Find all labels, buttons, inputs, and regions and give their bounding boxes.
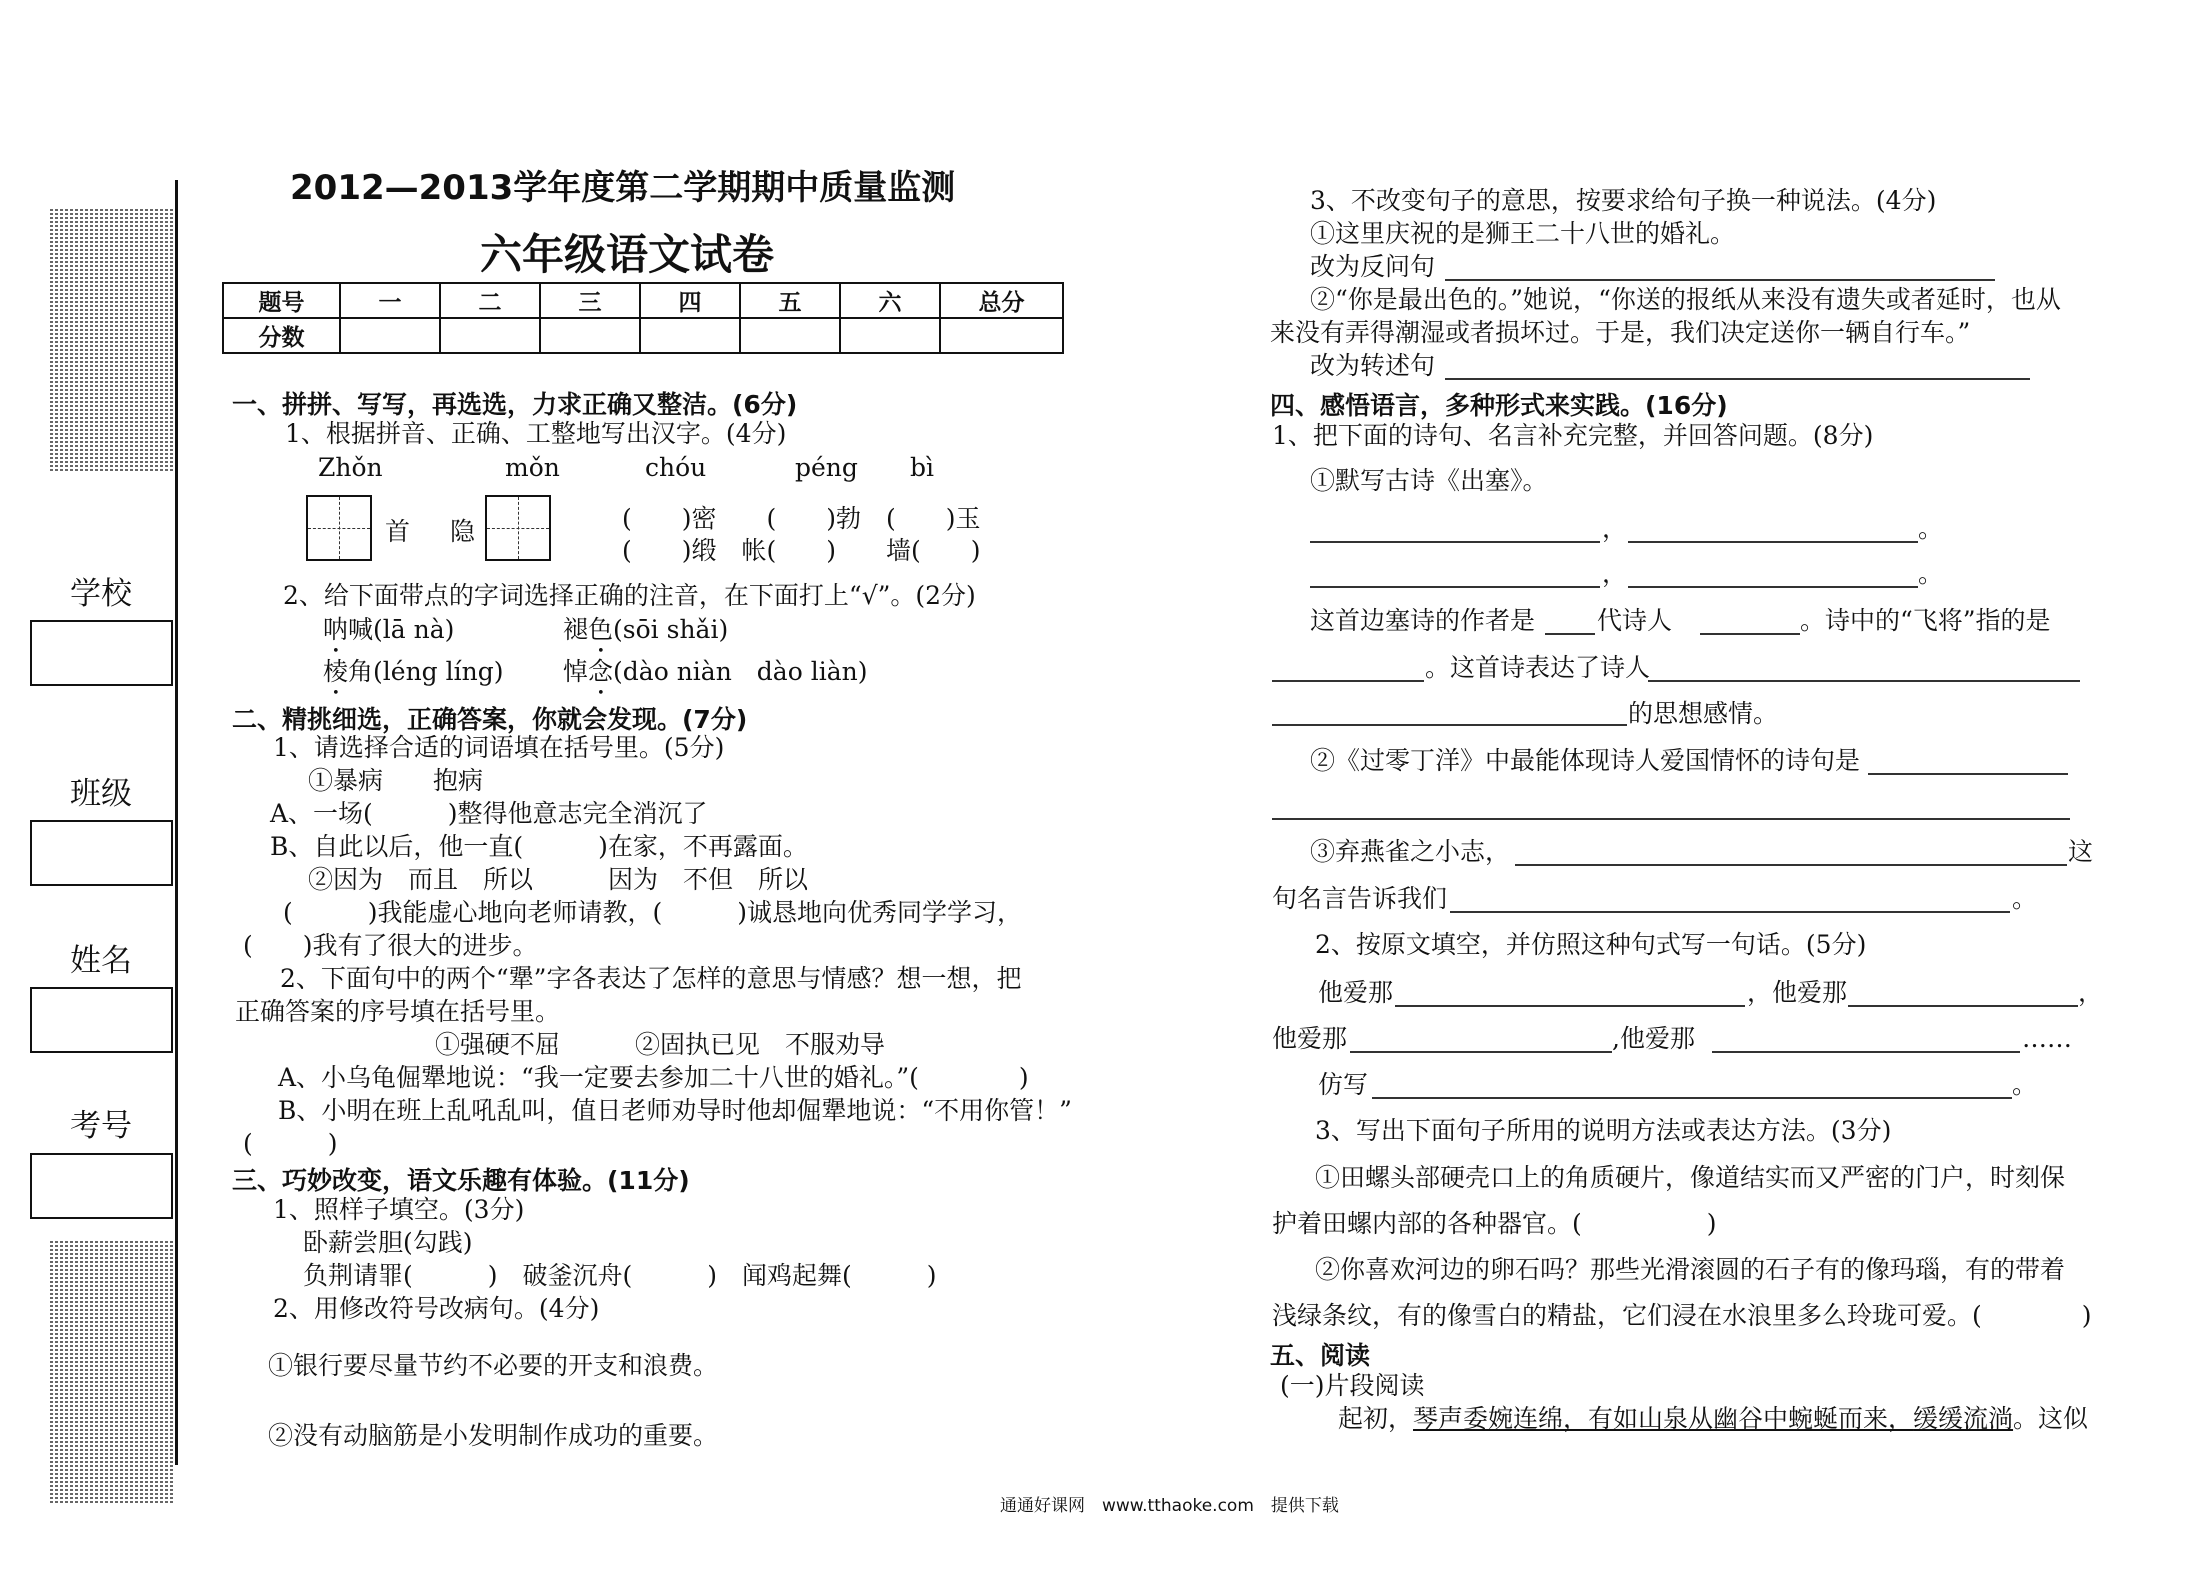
dotted-char: 念 <box>588 657 614 686</box>
r-sentence-a: ①这里庆祝的是狮王二十八世的婚礼。 <box>1310 219 1736 248</box>
s1-question-2: 2、给下面带点的字词选择正确的注音，在下面打上“√”。(2分) <box>283 581 976 610</box>
pronunciation-item <box>323 656 503 701</box>
answer-line[interactable] <box>1445 279 1995 281</box>
s4-q3a-line2: 护着田螺内部的各种器官。( ) <box>1272 1209 1717 1238</box>
word-char: 角 <box>348 657 374 686</box>
s1-question-1: 1、根据拼音、正确、工整地写出汉字。(4分) <box>285 419 787 448</box>
s4-poem-label: ①默写古诗《出塞》。 <box>1310 466 1548 495</box>
s4-tell-text: 句名言告诉我们 <box>1272 884 1448 913</box>
passage-text: 起初， <box>1338 1404 1414 1433</box>
answer-line[interactable] <box>1372 1097 2012 1099</box>
s2-question-2-line2: 正确答案的序号填在括号里。 <box>235 997 561 1026</box>
pinyin: bì <box>910 453 934 482</box>
answer-line[interactable] <box>1395 1005 1745 1007</box>
score-row <box>223 318 1063 353</box>
s4-q3a-line1: ①田螺头部硬壳口上的角质硬片，像道结实而又严密的门户，时刻保 <box>1315 1163 2066 1192</box>
underlined-phrase: 缓缓流淌 <box>1913 1404 2014 1433</box>
pinyin-options: (dào niàn dào liàn) <box>613 657 868 686</box>
s4-question-2: 2、按原文填空，并仿照这种句式写一句话。(5分) <box>1315 930 1867 959</box>
class-field[interactable] <box>30 820 173 886</box>
s5-passage <box>1338 1403 2088 1435</box>
comma: ， <box>2078 978 2104 1007</box>
s2-item-b: B、自此以后，他一直( )在家，不再露面。 <box>270 832 808 861</box>
s2-question-b-line1: B、小明在班上乱吼乱叫，值日老师劝导时他却倔犟地说：“不用你管！” <box>278 1096 1072 1125</box>
period: 。 <box>1918 559 1944 588</box>
header-cell: 总分 <box>940 283 1063 318</box>
binding-line <box>175 180 178 1465</box>
section-1-title: 一、拼拼、写写，再选选，力求正确又整洁。(6分) <box>232 390 798 419</box>
s4-author-text-2: 代诗人 <box>1597 606 1673 635</box>
comma: ， <box>1602 559 1628 588</box>
word-char: 喊 <box>348 615 374 644</box>
pinyin: péng <box>795 453 858 482</box>
exam-title: 2012—2013学年度第二学期期中质量监测 <box>290 168 956 208</box>
score-cell[interactable] <box>940 318 1063 353</box>
s2-options-2: ②因为 而且 所以 因为 不但 所以 <box>308 865 809 894</box>
s2-question-1: 1、请选择合适的词语填在括号里。(5分) <box>273 733 725 762</box>
s4-author-text-1: 这首边塞诗的作者是 <box>1310 606 1536 635</box>
exam-subtitle: 六年级语文试卷 <box>480 230 775 279</box>
s4-q3b-line2: 浅绿条纹，有的像雪白的精盐，它们浸在水浪里多么玲珑可爱。( ) <box>1272 1301 2092 1330</box>
fill-blanks-row-1: ( )密 ( )勃 ( )玉 <box>622 504 981 533</box>
section-3-title: 三、巧妙改变，语文乐趣有体验。(11分) <box>232 1166 690 1195</box>
answer-line[interactable] <box>1350 1051 1612 1053</box>
s4-feeling-text-2: 的思想感情。 <box>1628 699 1779 728</box>
name-field[interactable] <box>30 987 173 1053</box>
word-char: 褪 <box>563 615 589 644</box>
answer-line[interactable] <box>1545 633 1595 635</box>
s4-imitate-label: 仿写 <box>1318 1070 1369 1099</box>
s4-he-text-3: 他爱那 <box>1272 1024 1348 1053</box>
s4-he-text-4: ,他爱那 <box>1612 1024 1695 1053</box>
school-label: 学校 <box>70 576 132 612</box>
poem-line[interactable] <box>1628 541 1918 543</box>
pronunciation-item <box>323 614 454 659</box>
pronunciation-item <box>563 656 867 701</box>
answer-line[interactable] <box>1445 378 2030 380</box>
header-cell: 五 <box>740 283 840 318</box>
s2-question-2-line1: 2、下面句中的两个“犟”字各表达了怎样的意思与情感？想一想，把 <box>280 964 1022 993</box>
dotted-char: 色 <box>588 615 614 644</box>
r-indirect-label: 改为转述句 <box>1310 351 1436 380</box>
section-5-title: 五、阅读 <box>1270 1341 1371 1370</box>
answer-line[interactable] <box>1272 724 1627 726</box>
poem-line[interactable] <box>1310 541 1600 543</box>
answer-line[interactable] <box>1450 911 2010 913</box>
passage-text: 。这似 <box>2013 1404 2089 1433</box>
period: 。 <box>2012 884 2038 913</box>
poem-line[interactable] <box>1628 586 1918 588</box>
s2-question-a: A、小乌龟倔犟地说：“我一定要去参加二十八世的婚礼。”( ) <box>278 1063 1029 1092</box>
footer-source: 通通好课网 www.tthaoke.com 提供下载 <box>1000 1496 1339 1516</box>
s2-item-c-line1: ( )我能虚心地向老师请教，( )诚恳地向优秀同学学习， <box>283 898 1023 927</box>
grid-char: 首 <box>385 517 411 546</box>
s3-question-2: 2、用修改符号改病句。(4分) <box>273 1294 600 1323</box>
period: 。 <box>2012 1070 2038 1099</box>
answer-line[interactable] <box>1272 818 2070 820</box>
r-rhetorical-label: 改为反问句 <box>1310 252 1436 281</box>
s2-options-3: ①强硬不屈 ②固执已见 不服劝导 <box>435 1030 886 1059</box>
score-header-row <box>223 283 1063 318</box>
pinyin-options: (lā nà) <box>373 615 455 644</box>
score-cell[interactable] <box>340 318 440 353</box>
s4-question-1: 1、把下面的诗句、名言补充完整，并回答问题。(8分) <box>1272 421 1874 450</box>
section-4-title: 四、感悟语言，多种形式来实践。(16分) <box>1270 391 1728 420</box>
score-table <box>222 282 1064 354</box>
ellipsis: …… <box>2022 1024 2072 1053</box>
header-cell: 六 <box>840 283 940 318</box>
period: 。 <box>1918 514 1944 543</box>
answer-line[interactable] <box>1648 680 2080 682</box>
s4-dingyang-text: ②《过零丁洋》中最能体现诗人爱国情怀的诗句是 <box>1310 746 1861 775</box>
header-cell: 四 <box>640 283 740 318</box>
s4-question-3: 3、写出下面句子所用的说明方法或表达方法。(3分) <box>1315 1116 1892 1145</box>
name-label: 姓名 <box>70 943 132 979</box>
s2-item-a: A、一场( )整得他意志完全消沉了 <box>270 799 708 828</box>
answer-line[interactable] <box>1700 633 1800 635</box>
r-sentence-b-line2: 来没有弄得潮湿或者损坏过。于是，我们决定送你一辆自行车。” <box>1270 318 1971 347</box>
section-2-title: 二、精挑细选，正确答案，你就会发现。(7分) <box>232 705 748 734</box>
s3-question-1: 1、照样子填空。(3分) <box>273 1195 525 1224</box>
answer-line[interactable] <box>1515 864 2067 866</box>
s2-options-1: ①暴病 抱病 <box>308 766 484 795</box>
word-char: 悼 <box>563 657 589 686</box>
binding-pattern-top <box>48 208 173 473</box>
binding-pattern-bottom <box>48 1240 173 1505</box>
answer-line[interactable] <box>1272 680 1424 682</box>
writing-grid[interactable] <box>485 495 551 561</box>
answer-line[interactable] <box>1712 1051 2020 1053</box>
r-question-3: 3、不改变句子的意思，按要求给句子换一种说法。(4分) <box>1310 186 1937 215</box>
exam-no-label: 考号 <box>70 1108 132 1144</box>
score-cell[interactable] <box>840 318 940 353</box>
s4-he-text-2: ，他爱那 <box>1747 978 1848 1007</box>
underlined-phrase: 琴声委婉连绵，有如山泉从幽谷中蜿蜒而来， <box>1413 1404 1914 1433</box>
s3-sentence-1: ①银行要尽量节约不必要的开支和浪费。 <box>268 1351 719 1380</box>
s3-example: 卧薪尝胆(勾践) <box>303 1228 473 1257</box>
dotted-char: 呐 <box>323 615 349 644</box>
s4-q3b-line1: ②你喜欢河边的卵石吗？那些光滑滚圆的石子有的像玛瑙，有的带着 <box>1315 1255 2066 1284</box>
score-row-label: 分数 <box>223 318 340 353</box>
class-label: 班级 <box>70 776 132 812</box>
s3-sentence-2: ②没有动脑筋是小发明制作成功的重要。 <box>268 1421 719 1450</box>
answer-line[interactable] <box>1868 773 2068 775</box>
school-field[interactable] <box>30 620 173 686</box>
s4-he-text-1: 他爱那 <box>1318 978 1394 1007</box>
answer-line[interactable] <box>1848 1005 2078 1007</box>
s2-item-c-line2: ( )我有了很大的进步。 <box>243 931 538 960</box>
s5-subtitle: (一)片段阅读 <box>1280 1371 1425 1400</box>
fill-blanks-row-2: ( )缎 帐( ) 墙( ) <box>622 536 981 565</box>
s4-swallow-text: ③弃燕雀之小志， <box>1310 837 1511 866</box>
pinyin: Zhǒn <box>318 453 383 482</box>
header-cell: 二 <box>440 283 540 318</box>
score-cell[interactable] <box>740 318 840 353</box>
pinyin-options: (léng líng) <box>373 657 504 686</box>
s4-author-text-3: 。诗中的“飞将”指的是 <box>1800 606 2051 635</box>
header-cell: 一 <box>340 283 440 318</box>
exam-no-field[interactable] <box>30 1153 173 1219</box>
s4-zhe: 这 <box>2068 837 2094 866</box>
s4-feeling-text-1: 。这首诗表达了诗人 <box>1425 653 1651 682</box>
score-cell[interactable] <box>640 318 740 353</box>
grid-char: 隐 <box>450 517 476 546</box>
header-cell: 题号 <box>223 283 340 318</box>
score-cell[interactable] <box>540 318 640 353</box>
s2-question-b-line2: ( ) <box>243 1129 338 1158</box>
comma: ， <box>1602 514 1628 543</box>
pinyin: chóu <box>645 453 707 482</box>
header-cell: 三 <box>540 283 640 318</box>
score-cell[interactable] <box>440 318 540 353</box>
pronunciation-item <box>563 614 728 659</box>
pinyin-options: (sōi shǎi) <box>613 615 729 644</box>
pinyin: mǒn <box>505 453 560 482</box>
writing-grid[interactable] <box>306 495 372 561</box>
dotted-char: 棱 <box>323 657 349 686</box>
s3-fill-idioms: 负荆请罪( ) 破釜沉舟( ) 闻鸡起舞( ) <box>303 1261 937 1290</box>
r-sentence-b-line1: ②“你是最出色的。”她说，“你送的报纸从来没有遗失或者延时，也从 <box>1310 285 2061 314</box>
poem-line[interactable] <box>1310 586 1600 588</box>
